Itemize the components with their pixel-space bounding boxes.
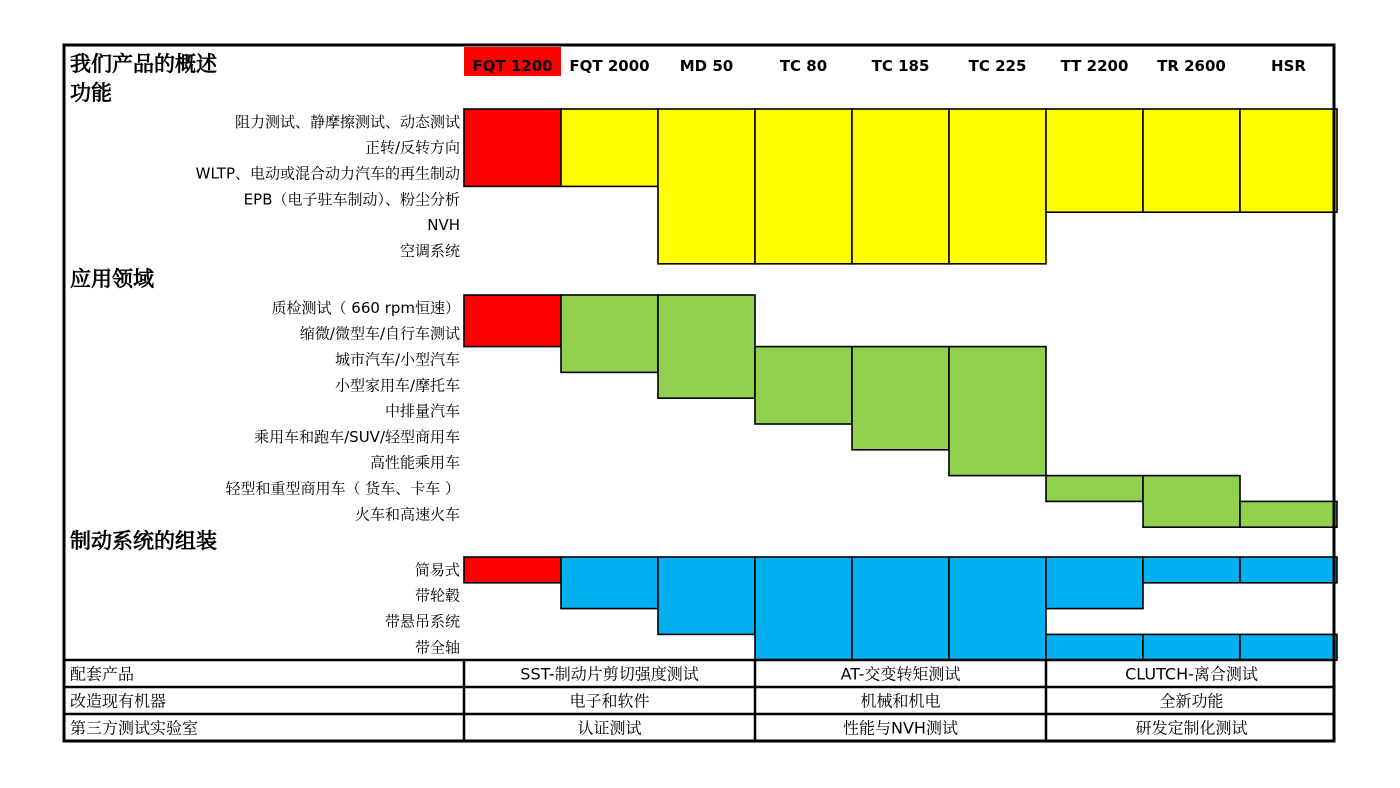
feature-row-label: 阻力测试、静摩擦测试、动态测试 <box>234 112 460 131</box>
footer-group-text: 全新功能 <box>1159 691 1224 711</box>
coverage-block <box>1046 634 1143 660</box>
product-header: MD 50 <box>679 57 734 75</box>
overview-title: 我们产品的概述 <box>70 52 217 76</box>
footer-group-text: 认证测试 <box>577 718 642 738</box>
coverage-block <box>658 557 755 634</box>
coverage-block <box>1240 634 1337 660</box>
feature-row-label: 质检测试（ 660 rpm恒速） <box>271 298 460 317</box>
product-header: HSR <box>1271 57 1306 75</box>
coverage-block <box>561 109 658 186</box>
coverage-block <box>755 557 852 660</box>
coverage-block <box>1046 557 1143 609</box>
coverage-block <box>464 295 561 347</box>
coverage-block <box>561 295 658 372</box>
coverage-block <box>1143 476 1240 528</box>
product-header: FQT 2000 <box>569 57 650 75</box>
feature-row-label: EPB（电子驻车制动）、粉尘分析 <box>243 190 460 209</box>
coverage-block <box>755 109 852 264</box>
section-title: 制动系统的组装 <box>70 529 217 553</box>
feature-row-label: 简易式 <box>414 560 460 579</box>
coverage-block <box>949 557 1046 660</box>
coverage-block <box>1240 501 1337 527</box>
coverage-block <box>1240 109 1337 212</box>
coverage-block <box>1143 109 1240 212</box>
feature-row-label: 带轮毂 <box>414 586 460 605</box>
coverage-block <box>949 347 1046 476</box>
coverage-blocks <box>464 47 1337 660</box>
coverage-block <box>1143 634 1240 660</box>
coverage-block <box>658 295 755 398</box>
coverage-block <box>852 557 949 660</box>
footer-group-text: 电子和软件 <box>569 691 650 711</box>
feature-row-label: 高性能乘用车 <box>369 453 460 472</box>
product-header: FQT 1200 <box>472 57 553 75</box>
feature-row-label: 乘用车和跑车/SUV/轻型商用车 <box>254 427 460 446</box>
product-header: TC 225 <box>968 57 1027 75</box>
footer-group-text: 研发定制化测试 <box>1135 718 1248 738</box>
feature-row-label: 轻型和重型商用车（ 货车、卡车 ） <box>225 479 460 498</box>
feature-row-label: 空调系统 <box>399 241 460 260</box>
footer-group-text: AT-交变转矩测试 <box>840 664 961 684</box>
feature-row-label: 城市汽车/小型汽车 <box>334 350 460 369</box>
feature-row-label: 火车和高速火车 <box>354 505 460 524</box>
coverage-block <box>464 557 561 583</box>
footer-row-label: 改造现有机器 <box>70 691 167 711</box>
footer-group-text: SST-制动片剪切强度测试 <box>520 664 699 684</box>
footer-group-text: 机械和机电 <box>860 691 941 711</box>
footer-row-label: 配套产品 <box>70 664 135 684</box>
coverage-block <box>852 109 949 264</box>
footer-group-text: 性能与NVH测试 <box>843 718 958 738</box>
product-header: TR 2600 <box>1157 57 1226 75</box>
coverage-block <box>949 109 1046 264</box>
feature-row-label: NVH <box>427 216 460 235</box>
product-header: TC 185 <box>871 57 930 75</box>
feature-row-label: 带悬吊系统 <box>384 612 460 631</box>
coverage-block <box>1143 557 1240 583</box>
coverage-block <box>1046 109 1143 212</box>
feature-row-label: 缩微/微型车/自行车测试 <box>299 324 460 343</box>
section-title: 功能 <box>70 81 112 105</box>
footer-row-label: 第三方测试实验室 <box>70 718 199 738</box>
coverage-block <box>1240 557 1337 583</box>
feature-row-label: 正转/反转方向 <box>364 138 460 157</box>
coverage-block <box>852 347 949 450</box>
feature-row-label: 中排量汽车 <box>384 402 460 421</box>
product-header: TC 80 <box>779 57 828 75</box>
coverage-block <box>464 109 561 186</box>
section-title: 应用领域 <box>70 267 154 291</box>
footer-group-text: CLUTCH-离合测试 <box>1125 664 1258 684</box>
product-header: TT 2200 <box>1060 57 1129 75</box>
feature-row-label: WLTP、电动或混合动力汽车的再生制动 <box>195 164 460 183</box>
feature-row-label: 带全轴 <box>414 638 460 657</box>
coverage-block <box>755 347 852 424</box>
coverage-block <box>1046 476 1143 502</box>
coverage-block <box>561 557 658 609</box>
feature-row-label: 小型家用车/摩托车 <box>334 376 460 395</box>
coverage-block <box>658 109 755 264</box>
